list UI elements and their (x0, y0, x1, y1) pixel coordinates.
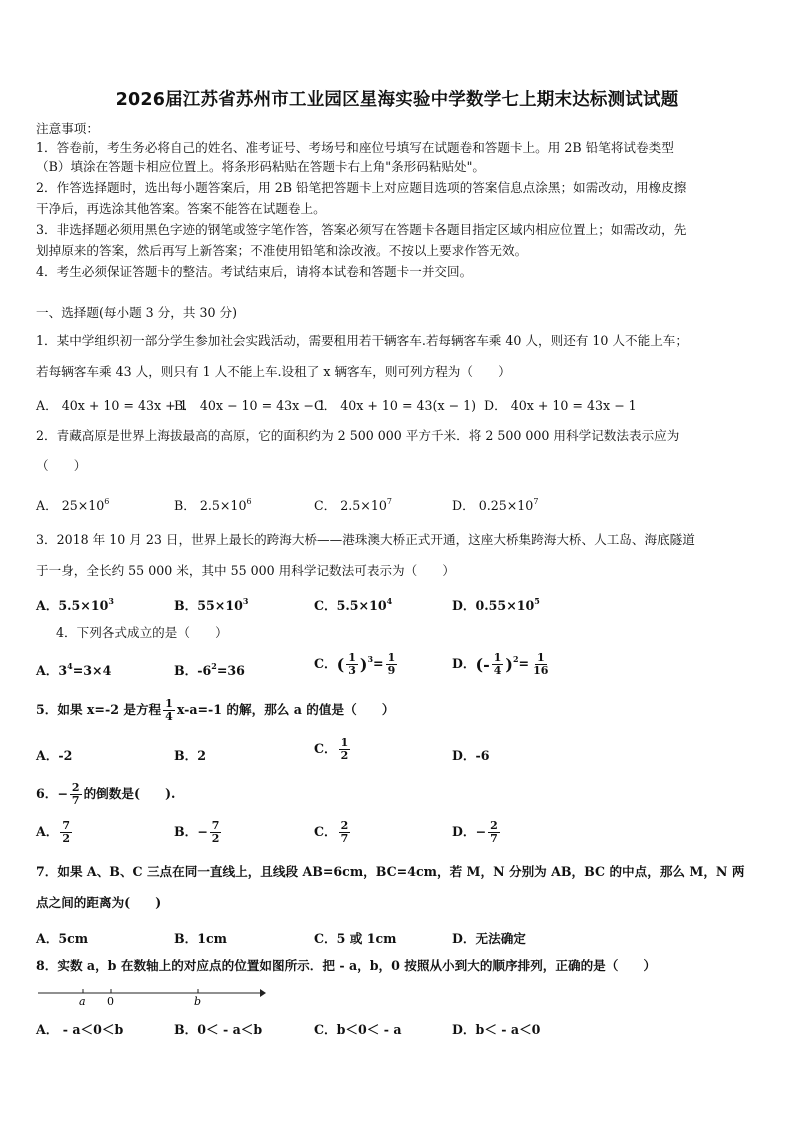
note-3-line-1: 3．非选择题必须用黑色字迹的钢笔或签字笔作答，答案必须写在答题卡各题目指定区域内相应位置上；如需改动，先 (36, 222, 687, 237)
q6-option-d[interactable]: D．− $\frac{2}{7}$ (452, 819, 498, 845)
q7-option-b[interactable]: B．1cm (174, 931, 227, 946)
q2-line-1: 2．青藏高原是世界上海拔最高的高原，它的面积约为 2 500 000 平方千米．将 2 500 000 用科学记数法表示应为 (36, 428, 680, 443)
q4-option-b[interactable]: B．$-6^2=36$ (174, 661, 245, 678)
q7-option-c[interactable]: C．5 或 1cm (314, 931, 397, 946)
arrow-right-icon (260, 989, 266, 997)
note-4: 4．考生必须保证答题卡的整洁。考试结束后，请将本试卷和答题卡一并交回。 (36, 264, 473, 279)
section-heading: 一、选择题(每小题 3 分，共 30 分) (36, 305, 238, 320)
q7-line-1: 7．如果 A、B、C 三点在同一直线上，且线段 AB=6cm，BC=4cm，若 M，N 分别为 AB，BC 的中点，那么 M，N 两 (36, 864, 745, 879)
q6-line-1: 6．− $\frac{2}{7}$ 的倒数是( ). (36, 781, 176, 807)
q1-option-c[interactable]: C． 40x + 10 = 43(x − 1) (314, 398, 477, 413)
q3-line-2: 于一身，全长约 55 000 米，其中 55 000 用科学记数法可表示为（ ） (36, 563, 455, 578)
q7-option-a[interactable]: A．5cm (36, 931, 89, 946)
q3-option-a[interactable]: A．$5.5\times 10^3$ (36, 596, 114, 613)
q6-option-b[interactable]: B．− $\frac{7}{2}$ (174, 819, 220, 845)
q3-line-1: 3．2018 年 10 月 23 日，世界上最长的跨海大桥——港珠澳大桥正式开通，这座大桥集跨海大桥、人工岛、海底隧道 (36, 532, 695, 547)
q4-line-1: 4．下列各式成立的是（ ） (56, 625, 228, 640)
q1-option-d[interactable]: D． 40x + 10 = 43x − 1 (484, 398, 637, 413)
q4-option-d[interactable]: D．(- $\frac{1}{4}$ )$^2$= $\frac{1}{16}$ (452, 651, 549, 677)
q5-line-1: 5．如果 x=-2 是方程 $\frac{1}{4}$ x-a=-1 的解，那么 a 的值是（ ） (36, 697, 395, 723)
axis-label-0: 0 (107, 995, 114, 1008)
axis-label-b: b (194, 995, 202, 1008)
q2-option-a[interactable]: A． $25\times 10^6$ (36, 497, 110, 513)
q7-option-d[interactable]: D．无法确定 (452, 931, 526, 946)
q6-option-c[interactable]: C． $\frac{2}{7}$ (314, 819, 349, 845)
q1-line-1: 1．某中学组织初一部分学生参加社会实践活动，需要租用若干辆客车.若每辆客车乘 40 人，则还有 10 人不能上车； (36, 333, 688, 348)
q3-option-c[interactable]: C．$5.5\times 10^4$ (314, 596, 393, 613)
note-3-line-2: 划掉原来的答案，然后再写上新答案；不准使用铅笔和涂改液。不按以上要求作答无效。 (36, 243, 528, 258)
q5-option-c[interactable]: C． $\frac{1}{2}$ (314, 736, 349, 762)
number-line-figure (36, 983, 268, 1009)
exam-title: 2026届江苏省苏州市工业园区星海实验中学数学七上期末达标测试试题 (115, 90, 679, 110)
q1-option-a[interactable]: A． 40x + 10 = 43x + 1 (36, 398, 188, 413)
note-1-line-2: （B）填涂在答题卡相应位置上。将条形码粘贴在答题卡右上角"条形码粘贴处"。 (36, 159, 486, 174)
q8-option-c[interactable]: C．b＜0＜ - a (314, 1022, 402, 1037)
q1-line-2: 若每辆客车乘 43 人，则只有 1 人不能上车.设租了 x 辆客车，则可列方程为（ ） (36, 364, 511, 379)
q8-option-d[interactable]: D．b＜ - a＜0 (452, 1022, 541, 1037)
note-2-line-1: 2．作答选择题时，选出每小题答案后，用 2B 铅笔把答题卡上对应题目选项的答案信息点涂黑；如需改动，用橡皮擦 (36, 180, 687, 195)
q8-option-a[interactable]: A． - a＜0＜b (36, 1022, 124, 1037)
q5-option-b[interactable]: B．2 (174, 748, 207, 763)
q3-option-d[interactable]: D．$0.55\times 10^5$ (452, 596, 540, 613)
note-1-line-1: 1．答卷前，考生务必将自己的姓名、准考证号、考场号和座位号填写在试题卷和答题卡上。用 2B 铅笔将试卷类型 (36, 140, 674, 155)
q1-option-b[interactable]: B． 40x − 10 = 43x − 1 (174, 398, 326, 413)
q4-option-a[interactable]: A．$3^4=3\times 4$ (36, 661, 112, 678)
q4-option-c[interactable]: C．( $\frac{1}{3}$ )$^3$= $\frac{1}{9}$ (314, 651, 396, 677)
q5-option-d[interactable]: D．-6 (452, 748, 490, 763)
q2-line-2: （ ） (36, 458, 87, 473)
q2-option-d[interactable]: D． $0.25\times 10^7$ (452, 497, 539, 513)
q2-option-c[interactable]: C． $2.5\times 10^7$ (314, 497, 392, 513)
q7-line-2: 点之间的距离为( ) (36, 895, 162, 910)
q8-option-b[interactable]: B．0＜ - a＜b (174, 1022, 263, 1037)
notes-heading: 注意事项： (36, 121, 99, 136)
q2-option-b[interactable]: B． $2.5\times 10^6$ (174, 497, 252, 513)
axis-label-a: a (79, 995, 86, 1008)
note-2-line-2: 干净后，再选涂其他答案。答案不能答在试题卷上。 (36, 201, 326, 216)
q3-option-b[interactable]: B．$55\times 10^3$ (174, 596, 249, 613)
q5-option-a[interactable]: A．-2 (36, 748, 73, 763)
q6-option-a[interactable]: A． $\frac{7}{2}$ (36, 819, 71, 845)
q8-line-1: 8．实数 a，b 在数轴上的对应点的位置如图所示．把 - a，b，0 按照从小到大的顺序排列，正确的是（ ） (36, 958, 657, 973)
